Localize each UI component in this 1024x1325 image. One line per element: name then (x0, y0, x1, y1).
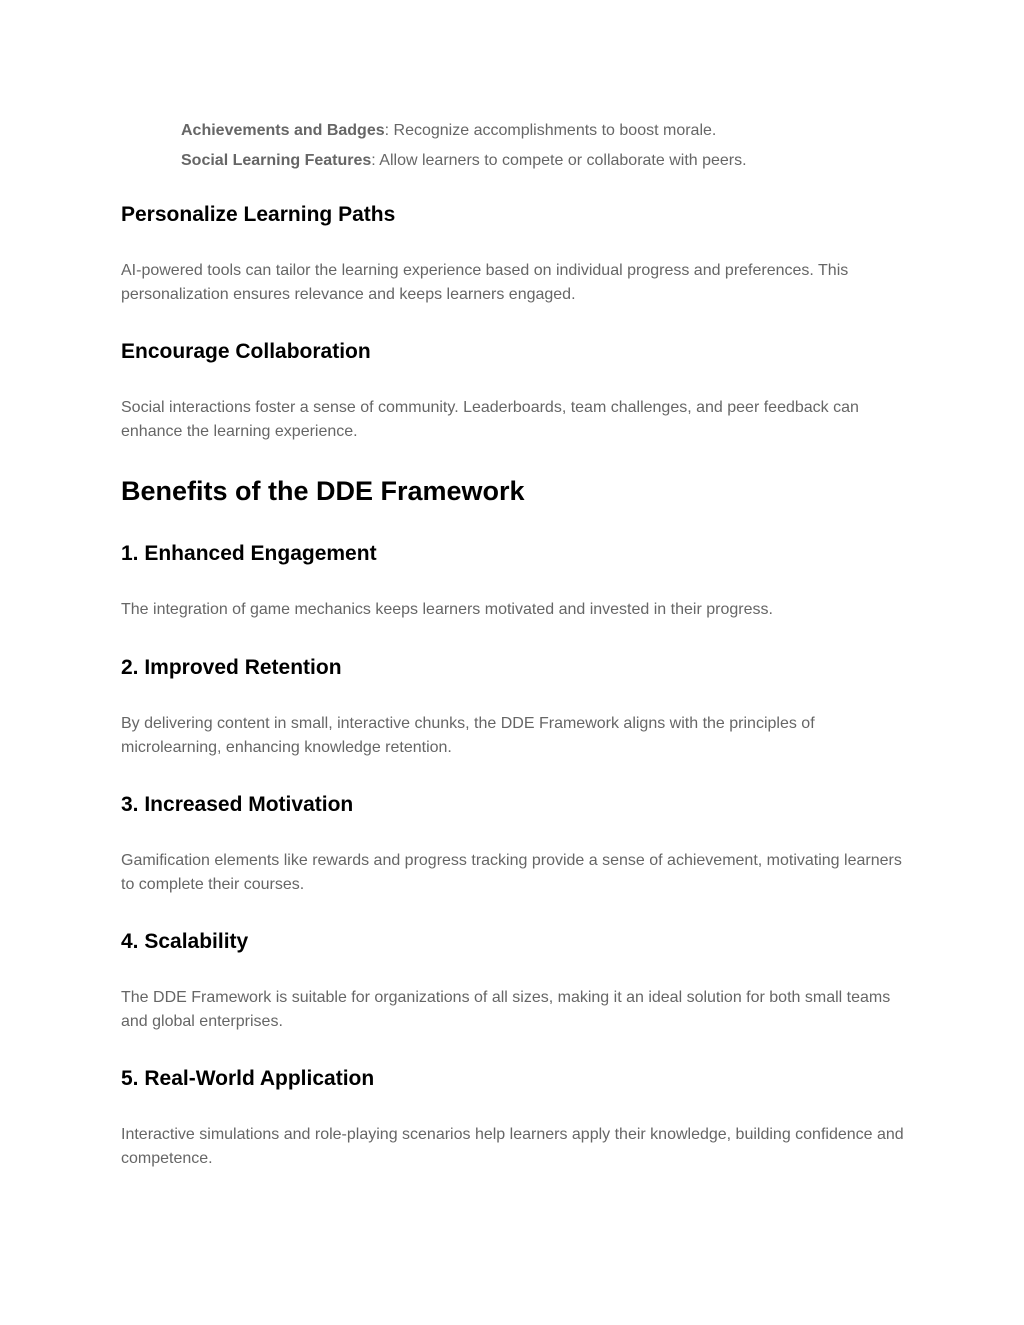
paragraph-benefit-5: Interactive simulations and role-playing scenarios help learners apply their knowledge, building confidence and competence. (121, 1126, 904, 1167)
bullet-term: Social Learning Features (181, 152, 372, 169)
paragraph-benefit-4: The DDE Framework is suitable for organizations of all sizes, making it an ideal solution for both small teams and global enterprises. (121, 989, 891, 1030)
paragraph-benefit-2: By delivering content in small, interactive chunks, the DDE Framework aligns with the principles of microlearning, enhancing knowledge retention. (121, 715, 815, 756)
bullet-description: : Recognize accomplishments to boost morale. (384, 122, 717, 139)
heading-benefit-1: 1. Enhanced Engagement (121, 542, 377, 565)
heading-collaboration: Encourage Collaboration (121, 340, 371, 363)
paragraph-benefit-1: The integration of game mechanics keeps learners motivated and invested in their progress. (121, 601, 773, 618)
bullet-social-learning (181, 151, 961, 171)
bullet-term: Achievements and Badges (181, 122, 385, 139)
bullet-description: : Allow learners to compete or collaborate with peers. (371, 152, 747, 169)
heading-benefits: Benefits of the DDE Framework (121, 476, 525, 506)
heading-benefit-5: 5. Real-World Application (121, 1067, 375, 1090)
paragraph-personalize: AI-powered tools can tailor the learning experience based on individual progress and preferences. This personalization ensures relevance and keeps learners engaged. (121, 262, 849, 303)
bullet-achievements (181, 121, 961, 141)
heading-benefit-4: 4. Scalability (121, 930, 249, 953)
heading-benefit-2: 2. Improved Retention (121, 656, 342, 679)
paragraph-benefit-3: Gamification elements like rewards and progress tracking provide a sense of achievement, motivating learners to complete their courses. (121, 852, 902, 893)
paragraph-collaboration: Social interactions foster a sense of community. Leaderboards, team challenges, and peer feedback can enhance the learning experience. (121, 399, 859, 440)
heading-personalize: Personalize Learning Paths (121, 203, 396, 226)
heading-benefit-3: 3. Increased Motivation (121, 793, 354, 816)
